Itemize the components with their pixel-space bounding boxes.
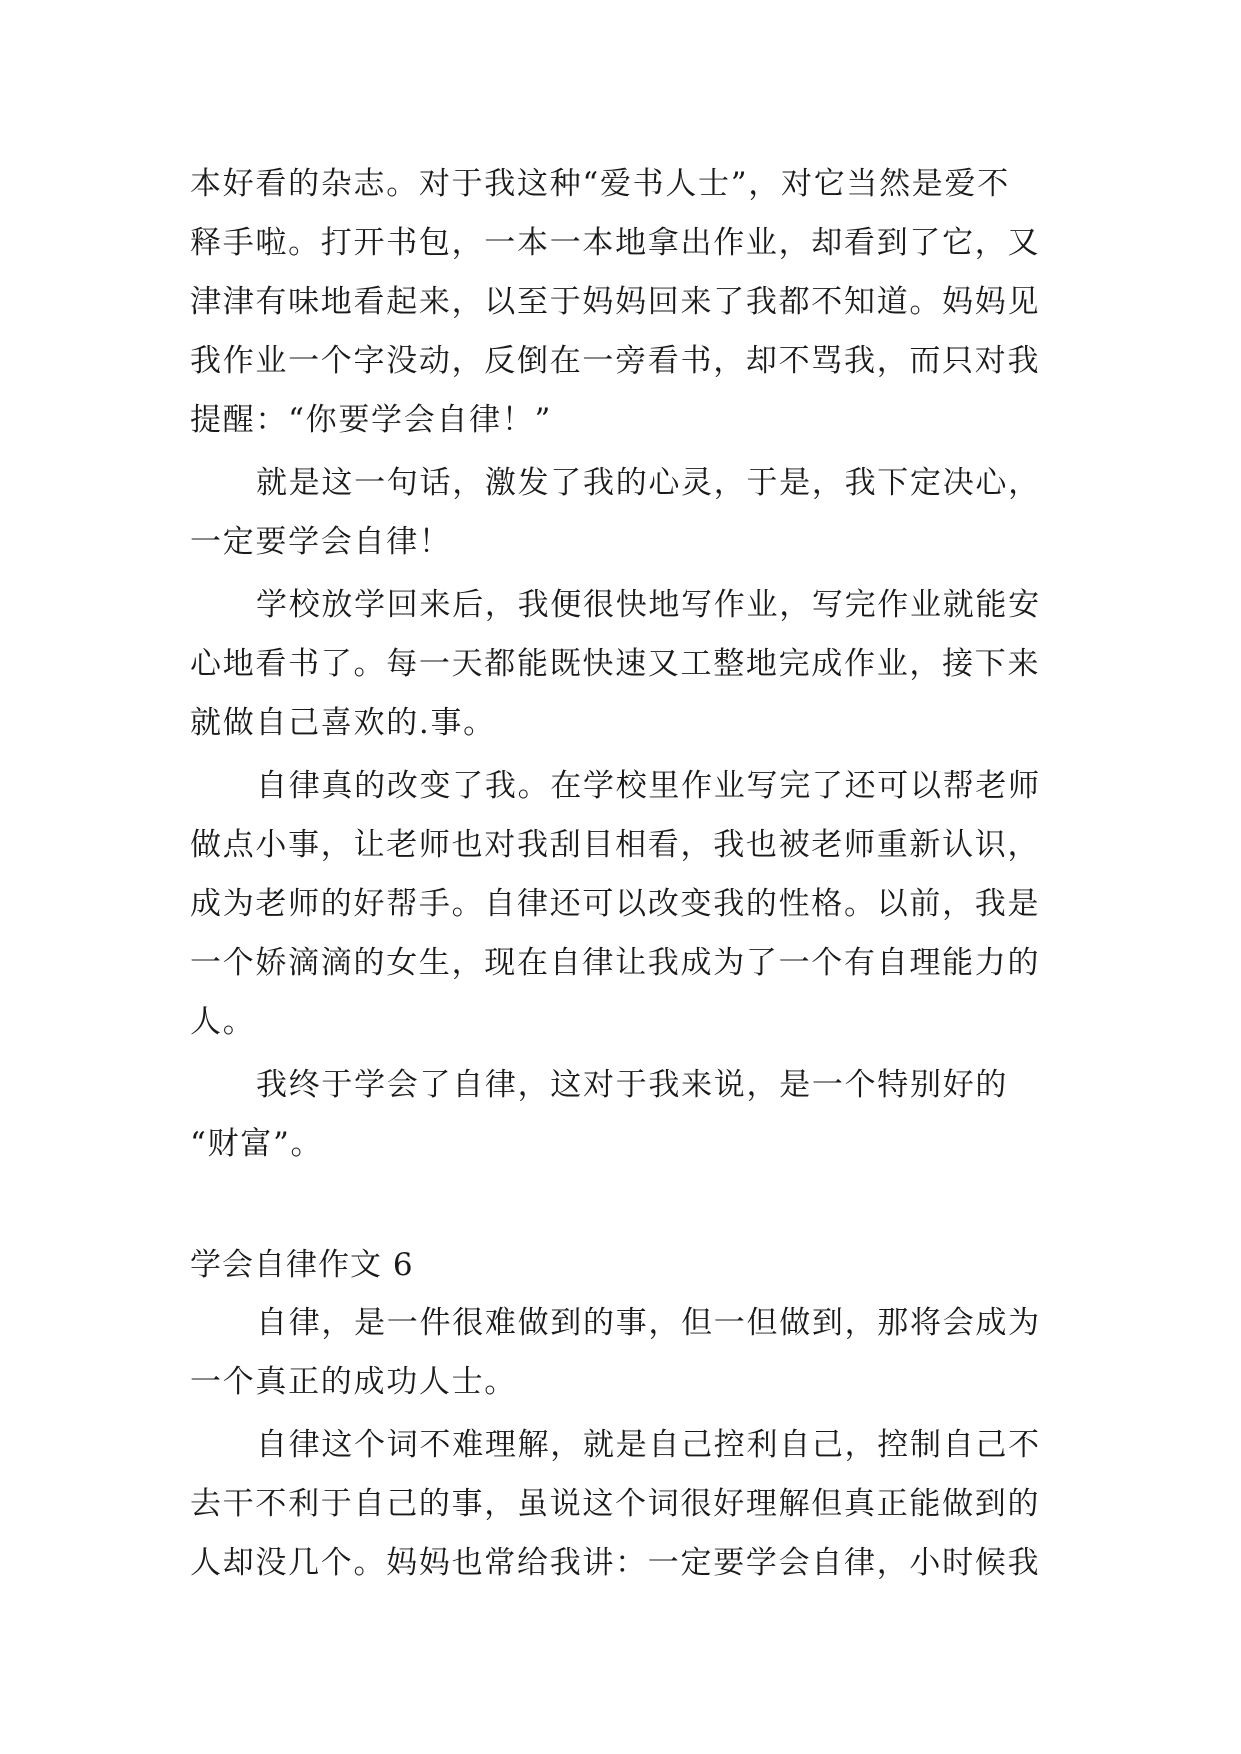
text-line: 释手啦。打开书包，一本一本地拿出作业，却看到了它，又: [190, 225, 1041, 261]
text-line: 就做自己喜欢的.事。: [190, 705, 496, 741]
text-line: 做点小事，让老师也对我刮目相看，我也被老师重新认识，: [190, 827, 1041, 863]
text-line: 成为老师的好帮手。自律还可以改变我的性格。以前，我是: [190, 886, 1041, 922]
text-line: 本好看的杂志。对于我这种“爱书人士”，对它当然是爱不: [190, 166, 1010, 202]
text-line: 去干不利于自己的事，虽说这个词很好理解但真正能做到的: [190, 1486, 1041, 1522]
text-line: “财富”。: [190, 1126, 324, 1162]
paragraph-start: 自律这个词不难理解，就是自己控利自己，控制自己不: [256, 1427, 1041, 1463]
paragraph-start: 就是这一句话，激发了我的心灵，于是，我下定决心，: [256, 465, 1041, 501]
text-line: 津津有味地看起来，以至于妈妈回来了我都不知道。妈妈见: [190, 284, 1041, 320]
text-line: 心地看书了。每一天都能既快速又工整地完成作业，接下来: [190, 646, 1041, 682]
text-line: 我作业一个字没动，反倒在一旁看书，却不骂我，而只对我: [190, 343, 1041, 379]
text-line: 提醒：“你要学会自律！”: [190, 402, 553, 438]
paragraph-start: 我终于学会了自律，这对于我来说，是一个特别好的: [256, 1067, 1009, 1103]
text-line: 人。: [190, 1004, 256, 1040]
paragraph-start: 自律真的改变了我。在学校里作业写完了还可以帮老师: [256, 768, 1041, 804]
paragraph-start: 自律，是一件很难做到的事，但一但做到，那将会成为: [256, 1305, 1041, 1341]
text-line: 一定要学会自律！: [190, 524, 452, 560]
text-line: 一个真正的成功人士。: [190, 1364, 517, 1400]
section-heading: 学会自律作文 6: [190, 1247, 414, 1283]
text-line: 一个娇滴滴的女生，现在自律让我成为了一个有自理能力的: [190, 945, 1041, 981]
paragraph-start: 学校放学回来后，我便很快地写作业，写完作业就能安: [256, 587, 1041, 623]
text-line: 人却没几个。妈妈也常给我讲：一定要学会自律，小时候我: [190, 1545, 1041, 1581]
